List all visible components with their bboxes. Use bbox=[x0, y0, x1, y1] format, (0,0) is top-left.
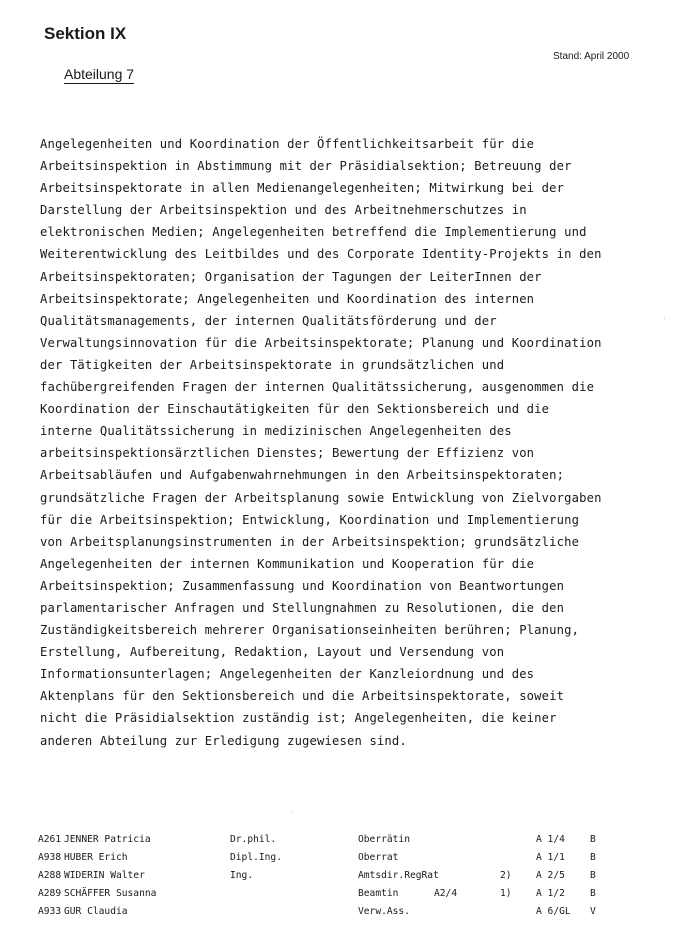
text-line: nicht die Präsidialsektion zuständig ist; Angelegenheiten, die keiner bbox=[40, 711, 557, 726]
staff-note: 2) bbox=[500, 870, 512, 881]
text-line: Arbeitsinspektorate; Angelegenheiten und Koordination des internen bbox=[40, 291, 535, 306]
text-line: Zuständigkeitsbereich mehrerer Organisationseinheiten berühren; Planung, bbox=[40, 623, 580, 638]
text-line: der Tätigkeiten der Arbeitsinspektorate in grundsätzlichen und bbox=[40, 357, 505, 372]
staff-code: A933 bbox=[38, 906, 62, 917]
text-line: anderen Abteilung zur Erledigung zugewiesen sind. bbox=[40, 733, 407, 748]
text-line: interne Qualitätssicherung in medizinischen Angelegenheiten des bbox=[40, 424, 512, 439]
text-line: elektronischen Medien; Angelegenheiten betreffend die Implementierung und bbox=[40, 225, 587, 240]
staff-grade: A 1/2 bbox=[536, 888, 565, 899]
staff-name: HUBER Erich bbox=[64, 852, 128, 863]
abteilung-heading: Abteilung 7 bbox=[64, 66, 135, 82]
staff-name: SCHÄFFER Susanna bbox=[64, 888, 157, 899]
staff-category: B bbox=[590, 888, 596, 899]
scan-speck bbox=[664, 318, 665, 319]
staff-role: Amtsdir.RegRat bbox=[358, 870, 439, 881]
text-line: Weiterentwicklung des Leitbildes und des Corporate Identity-Projekts in den bbox=[40, 247, 602, 262]
text-line: von Arbeitsplanungsinstrumenten in der Arbeitsinspektion; grundsätzliche bbox=[40, 534, 580, 549]
text-line: Arbeitsinspektoraten; Organisation der Tagungen der LeiterInnen der bbox=[40, 269, 542, 284]
text-line: für die Arbeitsinspektion; Entwicklung, Koordination und Implementierung bbox=[40, 512, 580, 527]
text-line: grundsätzliche Fragen der Arbeitsplanung sowie Entwicklung von Zielvorgaben bbox=[40, 490, 602, 505]
staff-category: V bbox=[590, 906, 596, 917]
text-line: Koordination der Einschautätigkeiten für den Sektionsbereich und die bbox=[40, 402, 550, 417]
staff-role: Beamtin bbox=[358, 888, 399, 899]
staff-role: Oberrätin bbox=[358, 834, 410, 845]
text-line: Darstellung der Arbeitsinspektion und des Arbeitnehmerschutzes in bbox=[40, 203, 527, 218]
staff-title: Dr.phil. bbox=[230, 834, 277, 845]
staff-row bbox=[38, 888, 638, 906]
staff-category: B bbox=[590, 870, 596, 881]
staff-code: A288 bbox=[38, 870, 62, 881]
staff-name: WIDERIN Walter bbox=[64, 870, 145, 881]
staff-grade: A 6/GL bbox=[536, 906, 571, 917]
text-line: Informationsunterlagen; Angelegenheiten der Kanzleiordnung und des bbox=[40, 667, 535, 682]
staff-name: GUR Claudia bbox=[64, 906, 128, 917]
staff-sub-grade: A2/4 bbox=[434, 888, 458, 899]
staff-category: B bbox=[590, 852, 596, 863]
text-line: Arbeitsabläufen und Aufgabenwahrnehmungen in den Arbeitsinspektoraten; bbox=[40, 468, 565, 483]
staff-row bbox=[38, 870, 638, 888]
text-line: Arbeitsinspektorate in allen Medienangelegenheiten; Mitwirkung bei der bbox=[40, 181, 565, 196]
staff-row bbox=[38, 906, 638, 924]
text-line: Verwaltungsinnovation für die Arbeitsinspektorate; Planung und Koordination bbox=[40, 335, 602, 350]
staff-table bbox=[38, 834, 638, 924]
responsibilities-text bbox=[40, 133, 650, 752]
staff-grade: A 1/4 bbox=[536, 834, 565, 845]
text-line: Aktenplans für den Sektionsbereich und die Arbeitsinspektorate, soweit bbox=[40, 689, 565, 704]
scan-speck bbox=[292, 812, 293, 813]
text-line: fachübergreifenden Fragen der internen Qualitätssicherung, ausgenommen die bbox=[40, 380, 595, 395]
staff-note: 1) bbox=[500, 888, 512, 899]
staff-row bbox=[38, 834, 638, 852]
staff-code: A938 bbox=[38, 852, 62, 863]
staff-name: JENNER Patricia bbox=[64, 834, 151, 845]
staff-category: B bbox=[590, 834, 596, 845]
staff-role: Verw.Ass. bbox=[358, 906, 410, 917]
staff-grade: A 2/5 bbox=[536, 870, 565, 881]
text-line: parlamentarischer Anfragen und Stellungnahmen zu Resolutionen, die den bbox=[40, 600, 565, 615]
stand-date: Stand: April 2000 bbox=[553, 51, 630, 62]
text-line: Qualitätsmanagements, der internen Qualitätsförderung und der bbox=[40, 313, 497, 328]
staff-grade: A 1/1 bbox=[536, 852, 565, 863]
text-line: Arbeitsinspektion in Abstimmung mit der Präsidialsektion; Betreuung der bbox=[40, 159, 572, 174]
staff-title: Dipl.Ing. bbox=[230, 852, 282, 863]
text-line: Arbeitsinspektion; Zusammenfassung und Koordination von Beantwortungen bbox=[40, 578, 565, 593]
staff-code: A261 bbox=[38, 834, 62, 845]
sektion-heading: Sektion IX bbox=[44, 24, 127, 43]
text-line: Erstellung, Aufbereitung, Redaktion, Layout und Versendung von bbox=[40, 645, 505, 660]
staff-code: A289 bbox=[38, 888, 62, 899]
staff-row bbox=[38, 852, 638, 870]
text-line: arbeitsinspektionsärztlichen Dienstes; Bewertung der Effizienz von bbox=[40, 446, 535, 461]
staff-role: Oberrat bbox=[358, 852, 399, 863]
text-line: Angelegenheiten der internen Kommunikation und Kooperation für die bbox=[40, 556, 535, 571]
staff-title: Ing. bbox=[230, 870, 254, 881]
text-line: Angelegenheiten und Koordination der Öffentlichkeitsarbeit für die bbox=[40, 137, 535, 151]
